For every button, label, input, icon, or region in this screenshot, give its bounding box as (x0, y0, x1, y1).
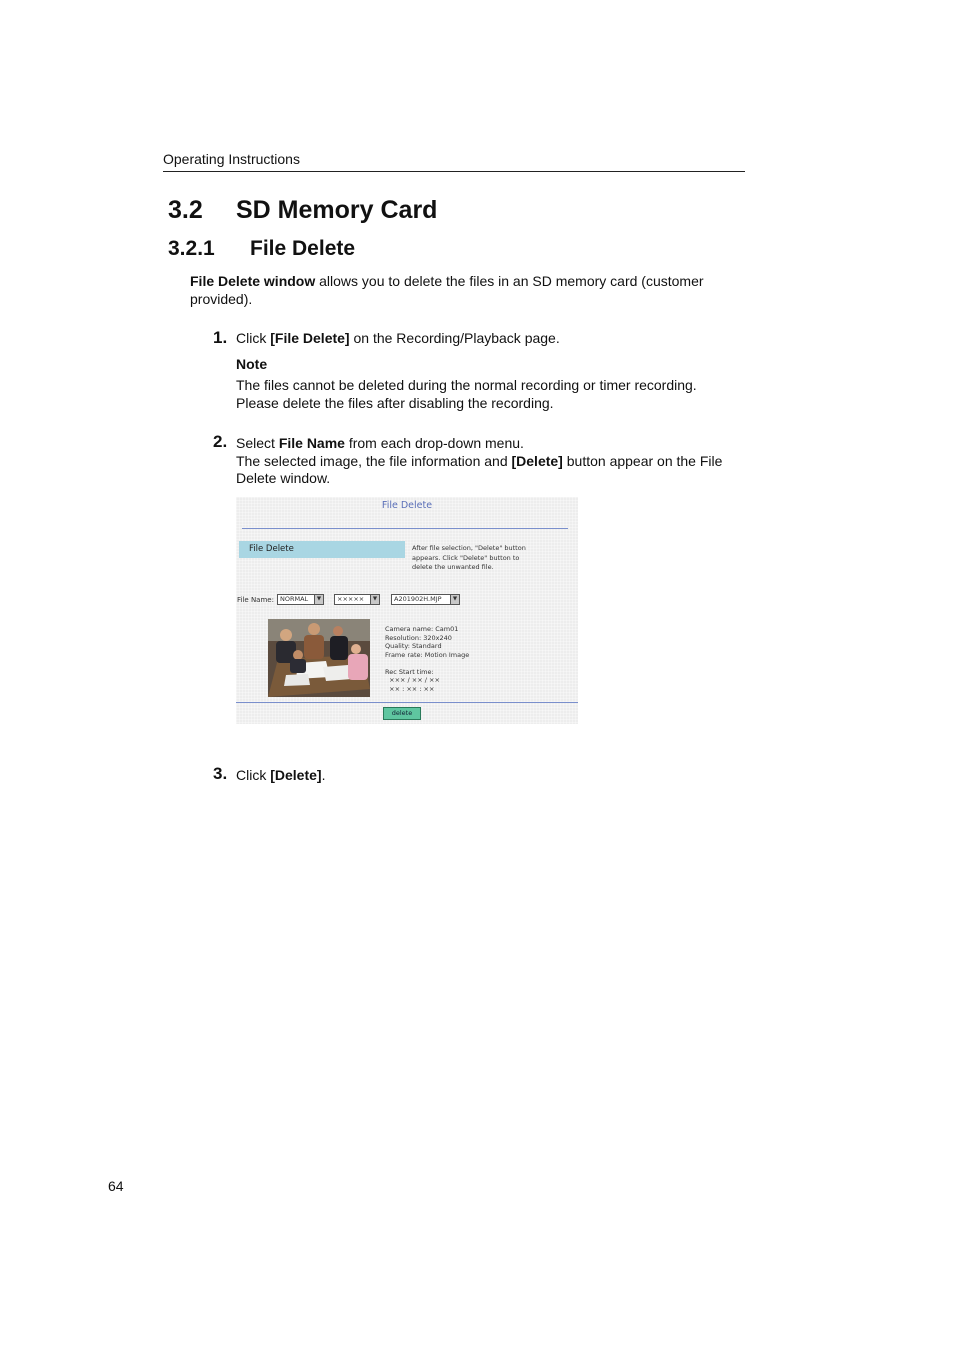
note-body (236, 377, 746, 412)
file-type-select[interactable] (277, 594, 324, 605)
file-name-value: A201902H.MJP (394, 595, 442, 603)
meeting-photo-icon (268, 619, 370, 697)
step-3-text (236, 767, 746, 785)
step-2-pre: Select (236, 435, 279, 451)
file-date-value: ××××× (337, 595, 365, 603)
file-date-select[interactable] (334, 594, 380, 605)
intro-text: allows you to delete the files in an SD memory card (customer provided). (190, 273, 704, 307)
title-rule (242, 528, 568, 529)
step-1-text (236, 330, 746, 348)
delete-button[interactable]: delete (383, 707, 421, 720)
section-heading (168, 196, 437, 225)
step-1-number: 1. (213, 328, 228, 347)
step-2-post: from each drop-down menu. (344, 435, 524, 451)
info-rec-date: ××× / ×× / ×× (385, 676, 440, 684)
file-name-select[interactable] (391, 594, 460, 605)
recorded-image (268, 619, 370, 697)
step-2-line2-post: button appear on the File Delete window. (236, 452, 723, 486)
header-rule (163, 171, 745, 172)
step-1-pre: Click (236, 330, 271, 346)
page-number: 64 (108, 1178, 124, 1194)
step-3-bold: [Delete] (270, 767, 322, 783)
info-quality: Quality: Standard (385, 642, 442, 650)
info-resolution: Resolution: 320x240 (385, 633, 452, 642)
chevron-down-icon: ▼ (314, 595, 323, 604)
file-delete-screenshot (236, 497, 578, 724)
window-title: File Delete (381, 500, 433, 511)
subsection-title: File Delete (250, 237, 356, 260)
info-frame-rate: Frame rate: Motion Image (385, 650, 470, 659)
section-number: 3.2 (168, 196, 203, 224)
step-3-number: 3. (213, 764, 228, 783)
step-2-text (236, 435, 746, 488)
step-2-line2-pre: The selected image, the file information and (236, 452, 512, 469)
section-title: SD Memory Card (236, 196, 438, 224)
help-line-2: appears. Click "Delete" button to (412, 553, 520, 562)
info-rec-time: ×× : ×× : ×× (385, 684, 435, 693)
file-type-value: NORMAL (280, 595, 309, 603)
step-2-line2-bold: [Delete] (511, 452, 563, 469)
chevron-down-icon: ▼ (370, 595, 379, 604)
help-line-1: After file selection, "Delete" button (412, 544, 526, 552)
subsection-number: 3.2.1 (168, 237, 215, 260)
info-rec-start: Rec Start time: (385, 667, 434, 676)
step-1-bold: [File Delete] (270, 330, 350, 346)
note-line-2: Please delete the files after disabling the recording. (236, 394, 554, 411)
info-spacer (385, 659, 469, 668)
step-3-post: . (321, 767, 326, 783)
subsection-heading (168, 237, 355, 261)
footer-rule (236, 702, 578, 703)
info-camera-name: Camera name: Cam01 (385, 625, 459, 633)
note-line-1: The files cannot be deleted during the normal recording or timer recording. (236, 377, 697, 393)
running-head: Operating Instructions (163, 151, 300, 167)
intro-bold: File Delete window (190, 273, 316, 289)
step-3-pre: Click (236, 767, 271, 783)
chevron-down-icon: ▼ (450, 595, 459, 604)
help-text (412, 544, 552, 573)
step-1-post: on the Recording/Playback page. (349, 330, 560, 346)
step-2-bold: File Name (278, 435, 345, 451)
step-2-number: 2. (213, 432, 228, 451)
file-delete-banner: File Delete (239, 541, 405, 558)
help-line-3: delete the unwanted file. (412, 563, 494, 571)
file-info (385, 625, 469, 693)
intro-paragraph (190, 272, 745, 308)
note-title: Note (236, 356, 268, 372)
file-name-label: File Name: (237, 596, 274, 604)
